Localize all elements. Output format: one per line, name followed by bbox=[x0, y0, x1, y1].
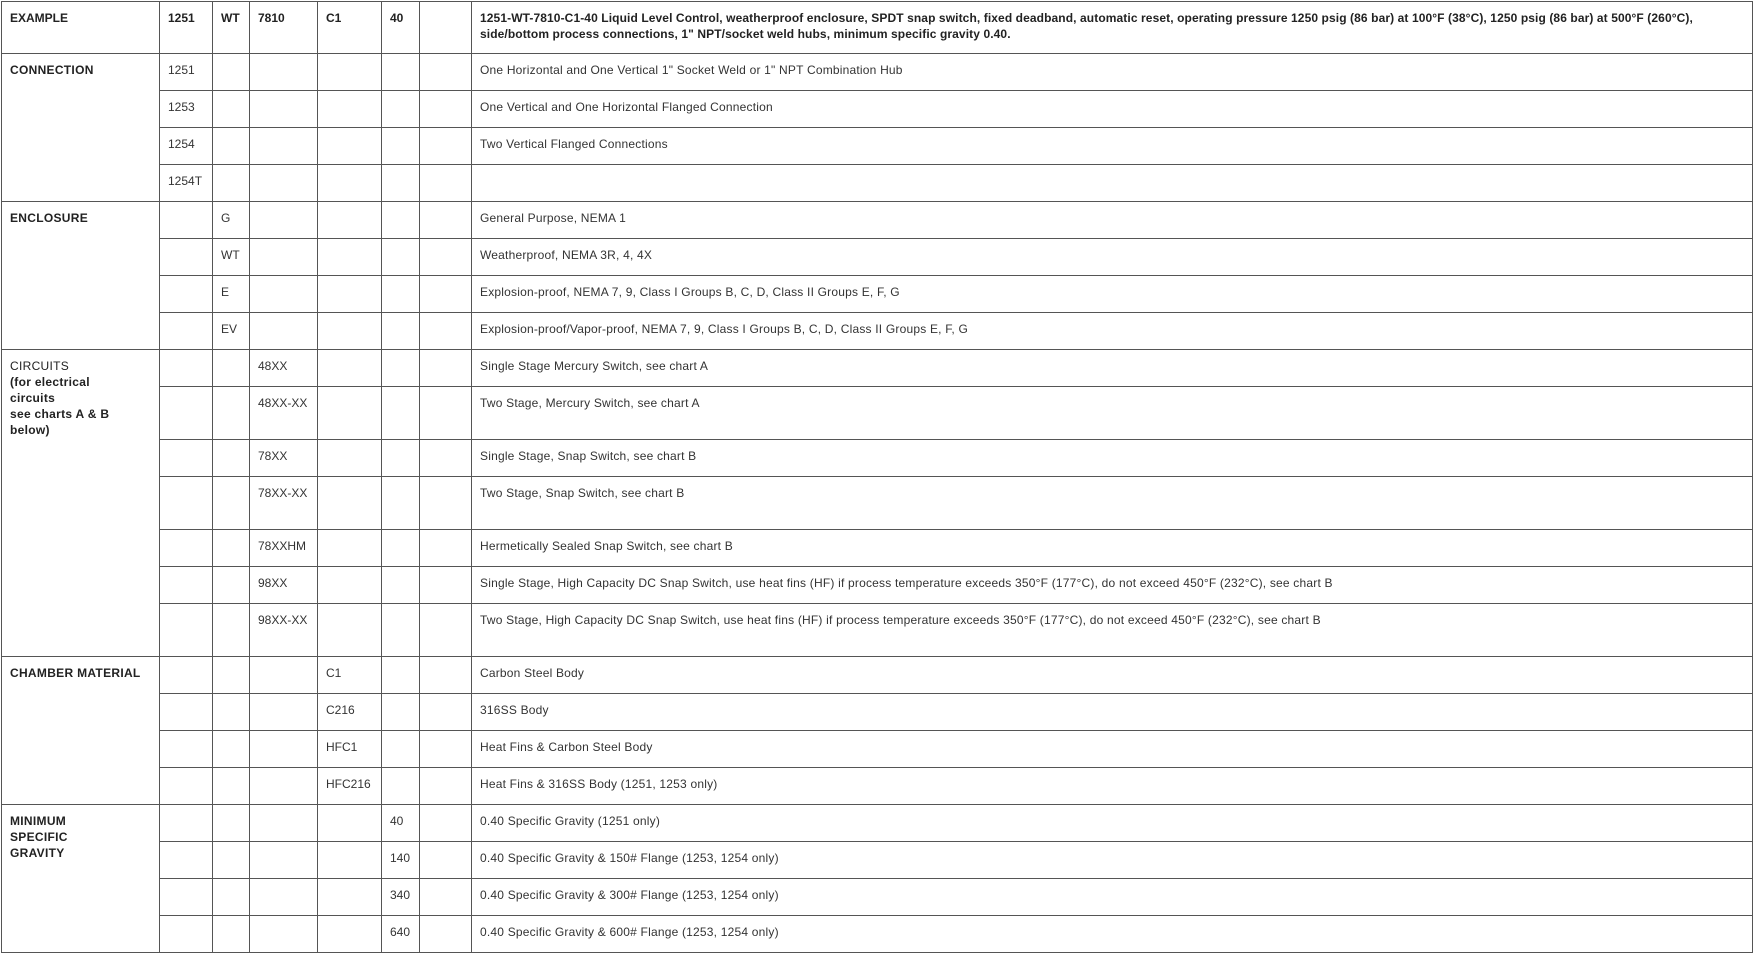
empty-cell bbox=[420, 313, 472, 350]
empty-cell bbox=[250, 276, 318, 313]
empty-cell bbox=[160, 879, 213, 916]
empty-cell bbox=[318, 387, 382, 440]
option-description: Two Stage, High Capacity DC Snap Switch, use heat fins (HF) if process temperature exceeds 350°F (177°C), do not exceed 450°F (232°C), see chart B bbox=[472, 604, 1753, 657]
section-title-line: CONNECTION bbox=[10, 63, 94, 77]
table-row bbox=[2, 54, 1753, 91]
option-code: 78XX-XX bbox=[250, 477, 318, 530]
empty-cell bbox=[213, 805, 250, 842]
empty-cell bbox=[213, 530, 250, 567]
empty-cell bbox=[250, 91, 318, 128]
option-description: Weatherproof, NEMA 3R, 4, 4X bbox=[472, 239, 1753, 276]
empty-cell bbox=[420, 567, 472, 604]
section-title bbox=[2, 202, 160, 350]
table-row bbox=[2, 842, 1753, 879]
section-title-line: CIRCUITS bbox=[10, 359, 70, 373]
empty-cell bbox=[160, 805, 213, 842]
option-description: Carbon Steel Body bbox=[472, 657, 1753, 694]
empty-cell bbox=[213, 91, 250, 128]
option-description: 0.40 Specific Gravity & 600# Flange (1253, 1254 only) bbox=[472, 916, 1753, 953]
empty-cell bbox=[213, 477, 250, 530]
section-title-line: SPECIFIC bbox=[10, 830, 68, 844]
empty-cell bbox=[318, 440, 382, 477]
empty-cell bbox=[318, 202, 382, 239]
empty-cell bbox=[318, 916, 382, 953]
empty-cell bbox=[250, 313, 318, 350]
empty-cell bbox=[160, 350, 213, 387]
empty-cell bbox=[382, 202, 420, 239]
section-title-line: (for electrical bbox=[10, 375, 90, 389]
empty-cell bbox=[250, 128, 318, 165]
option-code: 78XXHM bbox=[250, 530, 318, 567]
empty-cell bbox=[213, 440, 250, 477]
table-row bbox=[2, 91, 1753, 128]
empty-cell bbox=[213, 128, 250, 165]
section-title-line: MINIMUM bbox=[10, 814, 67, 828]
empty-cell bbox=[160, 694, 213, 731]
example-label: EXAMPLE bbox=[2, 2, 160, 54]
empty-cell bbox=[420, 202, 472, 239]
empty-cell bbox=[420, 387, 472, 440]
section-title-line: CHAMBER MATERIAL bbox=[10, 666, 141, 680]
empty-cell bbox=[318, 879, 382, 916]
empty-cell bbox=[382, 128, 420, 165]
option-code: 340 bbox=[382, 879, 420, 916]
option-code: E bbox=[213, 276, 250, 313]
empty-cell bbox=[318, 276, 382, 313]
empty-cell bbox=[160, 567, 213, 604]
example-code-gravity: 40 bbox=[382, 2, 420, 54]
option-code: 140 bbox=[382, 842, 420, 879]
empty-cell bbox=[160, 387, 213, 440]
empty-cell bbox=[420, 165, 472, 202]
option-description: Hermetically Sealed Snap Switch, see chart B bbox=[472, 530, 1753, 567]
example-code-circuit: 7810 bbox=[250, 2, 318, 54]
option-code: 48XX-XX bbox=[250, 387, 318, 440]
empty-cell bbox=[213, 768, 250, 805]
empty-cell bbox=[213, 879, 250, 916]
option-code: 78XX bbox=[250, 440, 318, 477]
table-row bbox=[2, 477, 1753, 530]
option-description: Two Vertical Flanged Connections bbox=[472, 128, 1753, 165]
table-row bbox=[2, 530, 1753, 567]
option-code: C1 bbox=[318, 657, 382, 694]
empty-cell bbox=[160, 657, 213, 694]
option-description: Explosion-proof/Vapor-proof, NEMA 7, 9, Class I Groups B, C, D, Class II Groups E, F, G bbox=[472, 313, 1753, 350]
option-description: 0.40 Specific Gravity (1251 only) bbox=[472, 805, 1753, 842]
empty-cell bbox=[213, 387, 250, 440]
empty-cell bbox=[420, 530, 472, 567]
empty-cell bbox=[382, 276, 420, 313]
option-description: Explosion-proof, NEMA 7, 9, Class I Groups B, C, D, Class II Groups E, F, G bbox=[472, 276, 1753, 313]
table-row bbox=[2, 276, 1753, 313]
empty-cell bbox=[250, 239, 318, 276]
empty-cell bbox=[160, 313, 213, 350]
table-row bbox=[2, 239, 1753, 276]
empty-cell bbox=[250, 694, 318, 731]
empty-cell bbox=[250, 842, 318, 879]
empty-cell bbox=[250, 916, 318, 953]
option-code: 640 bbox=[382, 916, 420, 953]
empty-cell bbox=[213, 842, 250, 879]
empty-cell bbox=[250, 54, 318, 91]
empty-cell bbox=[250, 805, 318, 842]
empty-cell bbox=[250, 768, 318, 805]
empty-cell bbox=[420, 350, 472, 387]
empty-cell bbox=[160, 842, 213, 879]
empty-cell bbox=[160, 477, 213, 530]
option-code: 1254T bbox=[160, 165, 213, 202]
empty-cell bbox=[420, 731, 472, 768]
table-row bbox=[2, 313, 1753, 350]
empty-cell bbox=[318, 530, 382, 567]
option-description: One Vertical and One Horizontal Flanged Connection bbox=[472, 91, 1753, 128]
empty-cell bbox=[213, 731, 250, 768]
option-description: Heat Fins & 316SS Body (1251, 1253 only) bbox=[472, 768, 1753, 805]
table-row bbox=[2, 805, 1753, 842]
empty-cell bbox=[250, 202, 318, 239]
table-row bbox=[2, 694, 1753, 731]
empty-cell bbox=[213, 567, 250, 604]
table-row bbox=[2, 440, 1753, 477]
option-description: General Purpose, NEMA 1 bbox=[472, 202, 1753, 239]
table-row bbox=[2, 879, 1753, 916]
empty-cell bbox=[250, 731, 318, 768]
empty-cell bbox=[250, 657, 318, 694]
table-row bbox=[2, 202, 1753, 239]
empty-cell bbox=[318, 91, 382, 128]
example-code-connection: 1251 bbox=[160, 2, 213, 54]
section-title bbox=[2, 805, 160, 953]
option-description: 0.40 Specific Gravity & 150# Flange (1253, 1254 only) bbox=[472, 842, 1753, 879]
option-code: C216 bbox=[318, 694, 382, 731]
empty-cell bbox=[318, 805, 382, 842]
example-row bbox=[2, 2, 1753, 54]
option-description: Single Stage, High Capacity DC Snap Switch, use heat fins (HF) if process temperature exceeds 350°F (177°C), do not exceed 450°F (232°C), see chart B bbox=[472, 567, 1753, 604]
empty-cell bbox=[318, 239, 382, 276]
empty-cell bbox=[420, 276, 472, 313]
empty-cell bbox=[382, 768, 420, 805]
empty-cell bbox=[420, 768, 472, 805]
option-description: One Horizontal and One Vertical 1" Socket Weld or 1" NPT Combination Hub bbox=[472, 54, 1753, 91]
empty-cell bbox=[213, 694, 250, 731]
option-code: WT bbox=[213, 239, 250, 276]
empty-cell bbox=[420, 91, 472, 128]
empty-cell bbox=[382, 239, 420, 276]
empty-cell bbox=[318, 842, 382, 879]
empty-cell bbox=[160, 276, 213, 313]
empty-cell bbox=[318, 313, 382, 350]
empty-cell bbox=[382, 350, 420, 387]
section-title-line: GRAVITY bbox=[10, 846, 65, 860]
option-description: 316SS Body bbox=[472, 694, 1753, 731]
empty-cell bbox=[250, 165, 318, 202]
option-code: EV bbox=[213, 313, 250, 350]
empty-cell bbox=[213, 165, 250, 202]
empty-cell bbox=[382, 530, 420, 567]
empty-cell bbox=[420, 440, 472, 477]
table-row bbox=[2, 604, 1753, 657]
empty-cell bbox=[420, 657, 472, 694]
empty-cell bbox=[160, 731, 213, 768]
empty-cell bbox=[420, 477, 472, 530]
example-code-chamber: C1 bbox=[318, 2, 382, 54]
empty-cell bbox=[382, 477, 420, 530]
empty-cell bbox=[318, 604, 382, 657]
empty-cell bbox=[382, 165, 420, 202]
section-title bbox=[2, 657, 160, 805]
empty-cell bbox=[160, 440, 213, 477]
option-code: HFC1 bbox=[318, 731, 382, 768]
empty-cell bbox=[420, 842, 472, 879]
empty-cell bbox=[420, 128, 472, 165]
table-row bbox=[2, 387, 1753, 440]
empty-cell bbox=[160, 768, 213, 805]
option-description: 0.40 Specific Gravity & 300# Flange (1253, 1254 only) bbox=[472, 879, 1753, 916]
table-row bbox=[2, 567, 1753, 604]
table-row bbox=[2, 128, 1753, 165]
empty-cell bbox=[382, 604, 420, 657]
empty-cell bbox=[382, 313, 420, 350]
option-code: G bbox=[213, 202, 250, 239]
table-row bbox=[2, 916, 1753, 953]
empty-cell bbox=[250, 879, 318, 916]
empty-cell bbox=[382, 440, 420, 477]
option-code: 48XX bbox=[250, 350, 318, 387]
empty-cell bbox=[420, 239, 472, 276]
option-description: Single Stage, Snap Switch, see chart B bbox=[472, 440, 1753, 477]
option-description: Heat Fins & Carbon Steel Body bbox=[472, 731, 1753, 768]
empty-cell bbox=[382, 694, 420, 731]
option-description: Single Stage Mercury Switch, see chart A bbox=[472, 350, 1753, 387]
empty-cell bbox=[318, 165, 382, 202]
option-description: Two Stage, Mercury Switch, see chart A bbox=[472, 387, 1753, 440]
option-description bbox=[472, 165, 1753, 202]
empty-cell bbox=[420, 916, 472, 953]
option-code: 1251 bbox=[160, 54, 213, 91]
empty-cell bbox=[213, 604, 250, 657]
option-code: HFC216 bbox=[318, 768, 382, 805]
section-title-line: see charts A & B bbox=[10, 407, 110, 421]
section-title bbox=[2, 54, 160, 202]
section-title-line: below) bbox=[10, 423, 50, 437]
empty-cell bbox=[213, 350, 250, 387]
empty-cell bbox=[213, 54, 250, 91]
empty-cell bbox=[318, 350, 382, 387]
empty-cell bbox=[420, 879, 472, 916]
empty-cell bbox=[420, 54, 472, 91]
table-row bbox=[2, 165, 1753, 202]
empty-cell bbox=[160, 916, 213, 953]
empty-cell bbox=[160, 530, 213, 567]
option-code: 98XX-XX bbox=[250, 604, 318, 657]
example-code-extra bbox=[420, 2, 472, 54]
table-row bbox=[2, 350, 1753, 387]
empty-cell bbox=[160, 604, 213, 657]
section-title bbox=[2, 350, 160, 657]
empty-cell bbox=[318, 567, 382, 604]
empty-cell bbox=[420, 604, 472, 657]
option-code: 1253 bbox=[160, 91, 213, 128]
empty-cell bbox=[318, 477, 382, 530]
empty-cell bbox=[420, 694, 472, 731]
empty-cell bbox=[382, 387, 420, 440]
option-code: 40 bbox=[382, 805, 420, 842]
empty-cell bbox=[382, 54, 420, 91]
empty-cell bbox=[420, 805, 472, 842]
empty-cell bbox=[382, 567, 420, 604]
empty-cell bbox=[382, 657, 420, 694]
empty-cell bbox=[160, 239, 213, 276]
example-description: 1251-WT-7810-C1-40 Liquid Level Control, weatherproof enclosure, SPDT snap switch, fixed deadband, automatic reset, operating pressure 1250 psig (86 bar) at 100°F (38°C), 1250 psig (86 bar) at 500°F (260°C), side/bottom process connections, 1" NPT/socket weld hubs, minimum specific gravity 0.40. bbox=[472, 2, 1753, 54]
model-code-table bbox=[1, 1, 1753, 953]
section-title-line: ENCLOSURE bbox=[10, 211, 89, 225]
empty-cell bbox=[382, 91, 420, 128]
section-title-line: circuits bbox=[10, 391, 56, 405]
empty-cell bbox=[318, 128, 382, 165]
table-row bbox=[2, 731, 1753, 768]
table-row bbox=[2, 768, 1753, 805]
table-row bbox=[2, 657, 1753, 694]
option-code: 1254 bbox=[160, 128, 213, 165]
option-description: Two Stage, Snap Switch, see chart B bbox=[472, 477, 1753, 530]
empty-cell bbox=[213, 657, 250, 694]
empty-cell bbox=[213, 916, 250, 953]
example-code-enclosure: WT bbox=[213, 2, 250, 54]
empty-cell bbox=[382, 731, 420, 768]
empty-cell bbox=[160, 202, 213, 239]
empty-cell bbox=[318, 54, 382, 91]
option-code: 98XX bbox=[250, 567, 318, 604]
